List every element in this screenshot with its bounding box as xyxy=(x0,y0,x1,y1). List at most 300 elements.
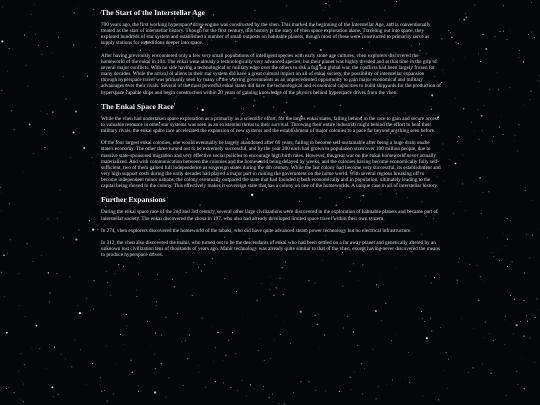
star xyxy=(228,340,229,341)
star xyxy=(269,289,270,290)
star xyxy=(36,325,38,327)
star xyxy=(530,319,531,320)
star xyxy=(270,276,271,277)
star xyxy=(536,298,537,299)
star xyxy=(499,31,500,32)
star xyxy=(519,50,520,51)
star xyxy=(24,364,25,365)
star xyxy=(510,88,511,89)
star xyxy=(443,144,444,145)
star xyxy=(274,341,275,342)
star xyxy=(455,163,457,165)
star xyxy=(315,390,316,391)
star xyxy=(217,332,219,334)
star xyxy=(308,280,309,281)
star xyxy=(530,338,531,339)
star xyxy=(39,348,40,349)
star xyxy=(89,220,90,221)
paragraph: During the enkai space race of the 2nd and 3rd century, several other large civilizations were discovered in the exploration of habitable planets and became part of interstellar society. The enkai discovered the chosa in 197, who also had already developed limited space travel within their own system. xyxy=(101,209,438,222)
star xyxy=(471,122,472,123)
star xyxy=(482,130,483,131)
star xyxy=(507,266,508,267)
star xyxy=(478,300,479,301)
star xyxy=(97,104,98,105)
star xyxy=(518,124,519,125)
star xyxy=(459,258,460,259)
star xyxy=(510,30,511,31)
star xyxy=(201,270,202,271)
star xyxy=(505,316,506,317)
star xyxy=(507,239,508,240)
star xyxy=(465,264,466,265)
star xyxy=(18,371,19,372)
star xyxy=(131,360,132,361)
star xyxy=(378,386,379,387)
star xyxy=(126,326,127,327)
star xyxy=(53,396,54,397)
star xyxy=(350,271,351,272)
star xyxy=(181,341,182,342)
star xyxy=(457,280,458,281)
star xyxy=(431,282,432,283)
star xyxy=(531,32,532,33)
star xyxy=(505,245,506,246)
star xyxy=(49,344,50,345)
section-heading: Further Expansions xyxy=(101,195,166,205)
star xyxy=(136,296,137,297)
star xyxy=(514,141,515,142)
star xyxy=(1,40,3,42)
star xyxy=(19,273,20,274)
star xyxy=(155,368,156,369)
star xyxy=(92,363,93,364)
star xyxy=(106,346,107,347)
star xyxy=(156,301,157,302)
star xyxy=(357,345,358,346)
star xyxy=(63,237,64,238)
star xyxy=(230,387,231,388)
star xyxy=(185,341,186,342)
star xyxy=(480,61,481,62)
star xyxy=(512,48,513,49)
star xyxy=(469,264,470,265)
star xyxy=(272,284,273,285)
star xyxy=(1,272,2,273)
article xyxy=(101,8,441,264)
star xyxy=(483,192,484,193)
star xyxy=(510,295,511,296)
star xyxy=(481,213,482,214)
star xyxy=(25,316,26,317)
star xyxy=(223,382,224,383)
star xyxy=(51,386,53,388)
star xyxy=(154,354,155,355)
star xyxy=(97,229,98,230)
star xyxy=(147,321,148,322)
star xyxy=(0,187,1,188)
star xyxy=(78,229,79,230)
star xyxy=(123,266,124,267)
star xyxy=(60,190,61,191)
star xyxy=(478,109,479,110)
star xyxy=(279,403,280,404)
star xyxy=(24,34,25,35)
star xyxy=(523,335,524,336)
star xyxy=(264,360,265,361)
star xyxy=(78,305,79,306)
star xyxy=(263,386,264,387)
star xyxy=(503,31,504,32)
star xyxy=(1,90,2,91)
star xyxy=(93,280,94,281)
star xyxy=(484,338,485,339)
star xyxy=(48,219,49,220)
star xyxy=(101,391,102,392)
star xyxy=(215,348,216,349)
star xyxy=(457,283,458,284)
star xyxy=(463,155,464,156)
star xyxy=(257,300,258,301)
star xyxy=(519,57,520,58)
star xyxy=(161,363,162,364)
star xyxy=(73,44,74,45)
star xyxy=(232,332,233,333)
star xyxy=(528,34,529,35)
star xyxy=(518,384,519,385)
star xyxy=(21,353,22,354)
star xyxy=(100,377,101,378)
section-heading: The Enkai Space Race xyxy=(101,101,174,111)
star xyxy=(523,61,524,62)
star xyxy=(95,47,96,48)
star xyxy=(300,311,302,313)
star xyxy=(107,401,108,402)
star xyxy=(354,372,355,373)
star xyxy=(458,262,459,263)
star xyxy=(538,80,539,81)
star xyxy=(529,258,530,259)
star xyxy=(481,115,483,117)
star xyxy=(505,320,506,321)
paragraph: 700 years ago, the first working hyperspace drive engine was constructed by the vhen. This marked the beginning of the Interstellar Age, and is conventionally treated as the start of interstellar history. Though for the first century, this history is the story of vhen space exploration alone. Traveling out into space, they explored hundreds of star system and established a number of small outposts on habitable planets, though most of these were constructed to primarily serve as supply stations for expeditions deeper into space. xyxy=(101,22,431,47)
star xyxy=(442,70,443,71)
star xyxy=(48,272,49,273)
star xyxy=(31,14,32,15)
star xyxy=(59,212,60,213)
star xyxy=(342,286,343,287)
star xyxy=(526,234,527,235)
star xyxy=(300,381,301,382)
star xyxy=(514,299,515,300)
star xyxy=(75,340,76,341)
star xyxy=(166,397,167,398)
star xyxy=(527,321,528,322)
star xyxy=(516,371,517,372)
star xyxy=(510,220,511,221)
star xyxy=(241,380,242,381)
star xyxy=(453,213,454,214)
star xyxy=(458,136,459,137)
star xyxy=(449,159,450,160)
star xyxy=(7,253,8,254)
star xyxy=(79,312,81,314)
star xyxy=(57,218,58,219)
star xyxy=(41,255,42,256)
star xyxy=(198,267,199,268)
star xyxy=(138,274,139,275)
star xyxy=(482,34,483,35)
star xyxy=(106,271,107,272)
star xyxy=(198,366,199,367)
star xyxy=(50,293,51,294)
star xyxy=(440,327,441,328)
star xyxy=(54,347,55,348)
star xyxy=(324,335,325,336)
star xyxy=(495,36,496,37)
star xyxy=(42,54,43,55)
star xyxy=(293,392,294,393)
star xyxy=(33,261,34,262)
star xyxy=(396,1,397,2)
star xyxy=(9,48,10,49)
star xyxy=(489,333,490,334)
star xyxy=(246,396,247,397)
star xyxy=(477,265,478,266)
star xyxy=(47,113,48,114)
star xyxy=(317,324,318,325)
star xyxy=(58,394,59,395)
star xyxy=(468,372,469,373)
star xyxy=(165,317,166,318)
star xyxy=(362,264,363,265)
star xyxy=(408,352,409,353)
star xyxy=(489,89,490,90)
star xyxy=(462,183,463,184)
star xyxy=(535,362,536,363)
star xyxy=(431,331,432,332)
star xyxy=(115,274,116,275)
star xyxy=(421,311,422,312)
star xyxy=(391,340,392,341)
star xyxy=(531,91,532,92)
star xyxy=(516,324,518,326)
star xyxy=(427,341,428,342)
star xyxy=(492,252,493,253)
star xyxy=(20,400,21,401)
star xyxy=(524,300,525,301)
star xyxy=(450,32,451,33)
star xyxy=(459,19,460,20)
star xyxy=(459,137,460,138)
star xyxy=(463,108,464,109)
star xyxy=(485,322,486,323)
star xyxy=(276,287,277,288)
star xyxy=(47,46,48,47)
star xyxy=(522,358,523,359)
star xyxy=(90,310,91,311)
star xyxy=(376,398,377,399)
star xyxy=(479,82,480,83)
star xyxy=(2,7,3,8)
star xyxy=(361,363,362,364)
star xyxy=(425,276,426,277)
star xyxy=(531,200,532,201)
star xyxy=(343,328,344,329)
star xyxy=(364,369,365,370)
star xyxy=(381,320,382,321)
star xyxy=(96,34,97,35)
star xyxy=(172,279,173,280)
star xyxy=(530,100,531,101)
star xyxy=(499,126,500,127)
star xyxy=(280,278,281,279)
star xyxy=(539,309,540,310)
star xyxy=(520,321,521,322)
star xyxy=(113,394,114,395)
star xyxy=(430,318,431,319)
star xyxy=(499,260,500,261)
star xyxy=(52,111,53,112)
star xyxy=(7,71,8,72)
star xyxy=(93,9,94,10)
star xyxy=(224,278,225,279)
star xyxy=(70,277,71,278)
star xyxy=(104,390,105,391)
star xyxy=(465,13,466,14)
star xyxy=(61,354,62,355)
star xyxy=(525,190,526,191)
star xyxy=(286,5,287,6)
star xyxy=(71,366,72,367)
paragraph: In 274, vhen explorers discovered the homeworld of the tabaki, who did have quite advanced steam power technology but no electrical infrastructure. xyxy=(101,227,412,234)
star xyxy=(275,317,276,318)
star xyxy=(272,394,273,395)
star xyxy=(161,335,162,336)
star xyxy=(385,303,386,304)
star xyxy=(66,98,67,99)
star xyxy=(29,123,31,125)
star xyxy=(74,12,75,13)
star xyxy=(73,131,75,133)
star xyxy=(526,315,527,316)
star xyxy=(136,290,137,291)
star xyxy=(75,239,77,241)
star xyxy=(107,282,108,283)
star xyxy=(315,315,316,316)
star xyxy=(225,355,226,356)
star xyxy=(8,387,9,388)
star xyxy=(284,403,285,404)
star xyxy=(10,240,11,241)
star xyxy=(270,358,271,359)
star xyxy=(466,17,467,18)
star xyxy=(474,5,475,6)
star xyxy=(183,385,184,386)
star xyxy=(485,48,487,50)
star xyxy=(451,37,452,38)
star xyxy=(63,76,64,77)
star xyxy=(479,139,480,140)
star xyxy=(339,391,340,392)
star xyxy=(328,1,329,2)
star xyxy=(87,76,88,77)
star xyxy=(501,116,502,117)
star xyxy=(325,3,326,4)
star xyxy=(490,373,491,374)
star xyxy=(23,384,24,385)
star xyxy=(215,381,216,382)
star xyxy=(309,381,310,382)
paragraph: In 312, the vhen also discovered the mahir, who turned out to be the descendants of enkai who had been settled on a far away planet and genetically altered by an unknown lost civilization tens of thousands of years ago. Mahir technology was already quite similar to that of the vhen, except having never discovered the means to produce hyperspace drives. xyxy=(101,239,440,259)
star xyxy=(282,267,283,268)
star xyxy=(448,359,449,360)
star xyxy=(56,273,57,274)
star xyxy=(49,301,50,302)
star xyxy=(444,181,445,182)
star xyxy=(156,305,157,306)
section-enkai-space-race xyxy=(101,102,441,190)
star xyxy=(254,389,255,390)
star xyxy=(453,32,454,33)
star xyxy=(155,333,156,334)
star xyxy=(373,349,374,350)
star xyxy=(515,135,516,136)
star xyxy=(460,201,461,202)
star xyxy=(512,262,513,263)
star xyxy=(482,364,483,365)
paragraph: While the vhen had undertaken space exploration as a primarily as a scientific effort, for the larges enkai states, falling behind in the race to gain and secure access to valuable resource in other star systems was seen as an existential threat to their survival. Throwing their entire industrial might behind the effort to beat their military rivals, the enkai space race accelerated the expansion of new systems and the establishment of major colonies to a pace far beyond anything seen before. xyxy=(101,115,439,135)
star xyxy=(235,353,236,354)
star xyxy=(493,256,494,257)
star xyxy=(378,287,379,288)
star xyxy=(506,395,507,396)
star xyxy=(187,358,188,359)
star xyxy=(362,393,363,394)
star xyxy=(493,136,494,137)
star xyxy=(44,129,45,130)
star xyxy=(498,89,499,90)
section-heading: The Start of the Interstellar Age xyxy=(101,8,205,17)
star xyxy=(205,387,206,388)
star xyxy=(473,367,474,368)
star xyxy=(186,272,187,273)
star xyxy=(463,19,465,21)
star xyxy=(478,53,479,54)
star xyxy=(34,4,35,5)
star xyxy=(315,283,316,284)
star xyxy=(258,350,259,351)
star xyxy=(422,396,423,397)
star xyxy=(526,302,527,303)
star xyxy=(351,389,352,390)
star xyxy=(353,331,354,332)
section-further-expansions xyxy=(101,195,441,258)
star xyxy=(75,110,77,112)
star xyxy=(23,401,24,402)
star xyxy=(27,86,28,87)
star xyxy=(204,264,205,265)
star xyxy=(531,2,532,3)
star xyxy=(446,352,447,353)
star xyxy=(325,391,326,392)
star xyxy=(100,385,101,386)
star xyxy=(250,384,251,385)
star xyxy=(189,334,190,335)
paragraph: After having previously encountered only a few very small populations of intelligent species with early stone age cultures, vhen explorers discovered the homeworld of the enkai in 104. The enkai were already a technologically very advanced species, but their planet was highly divided and at that time in the grip of several major conflicts. With no side having a technological or military edge over the others to risk a full out global war, the conflicts had been largely frozen for many decades. While the arrival of aliens in their star system did have a great cultural impact on all of enkai society, the possibility of interstellar expansion through hyperspace travel was primarily seen by many of the warring governments as an unprecedented opportunity to gain major economical and military advantages over their rivals. Several of the most powerful enkai states did have the technological and economical capacities to build shipyards for the production of hyperspace capable ships and begin construction within 20 years of gaining knowledge of the physics behind hyperspace drives from the vhen. xyxy=(101,52,441,96)
star xyxy=(507,39,508,40)
section-start-of-interstellar-age xyxy=(101,8,441,96)
star xyxy=(426,337,428,339)
